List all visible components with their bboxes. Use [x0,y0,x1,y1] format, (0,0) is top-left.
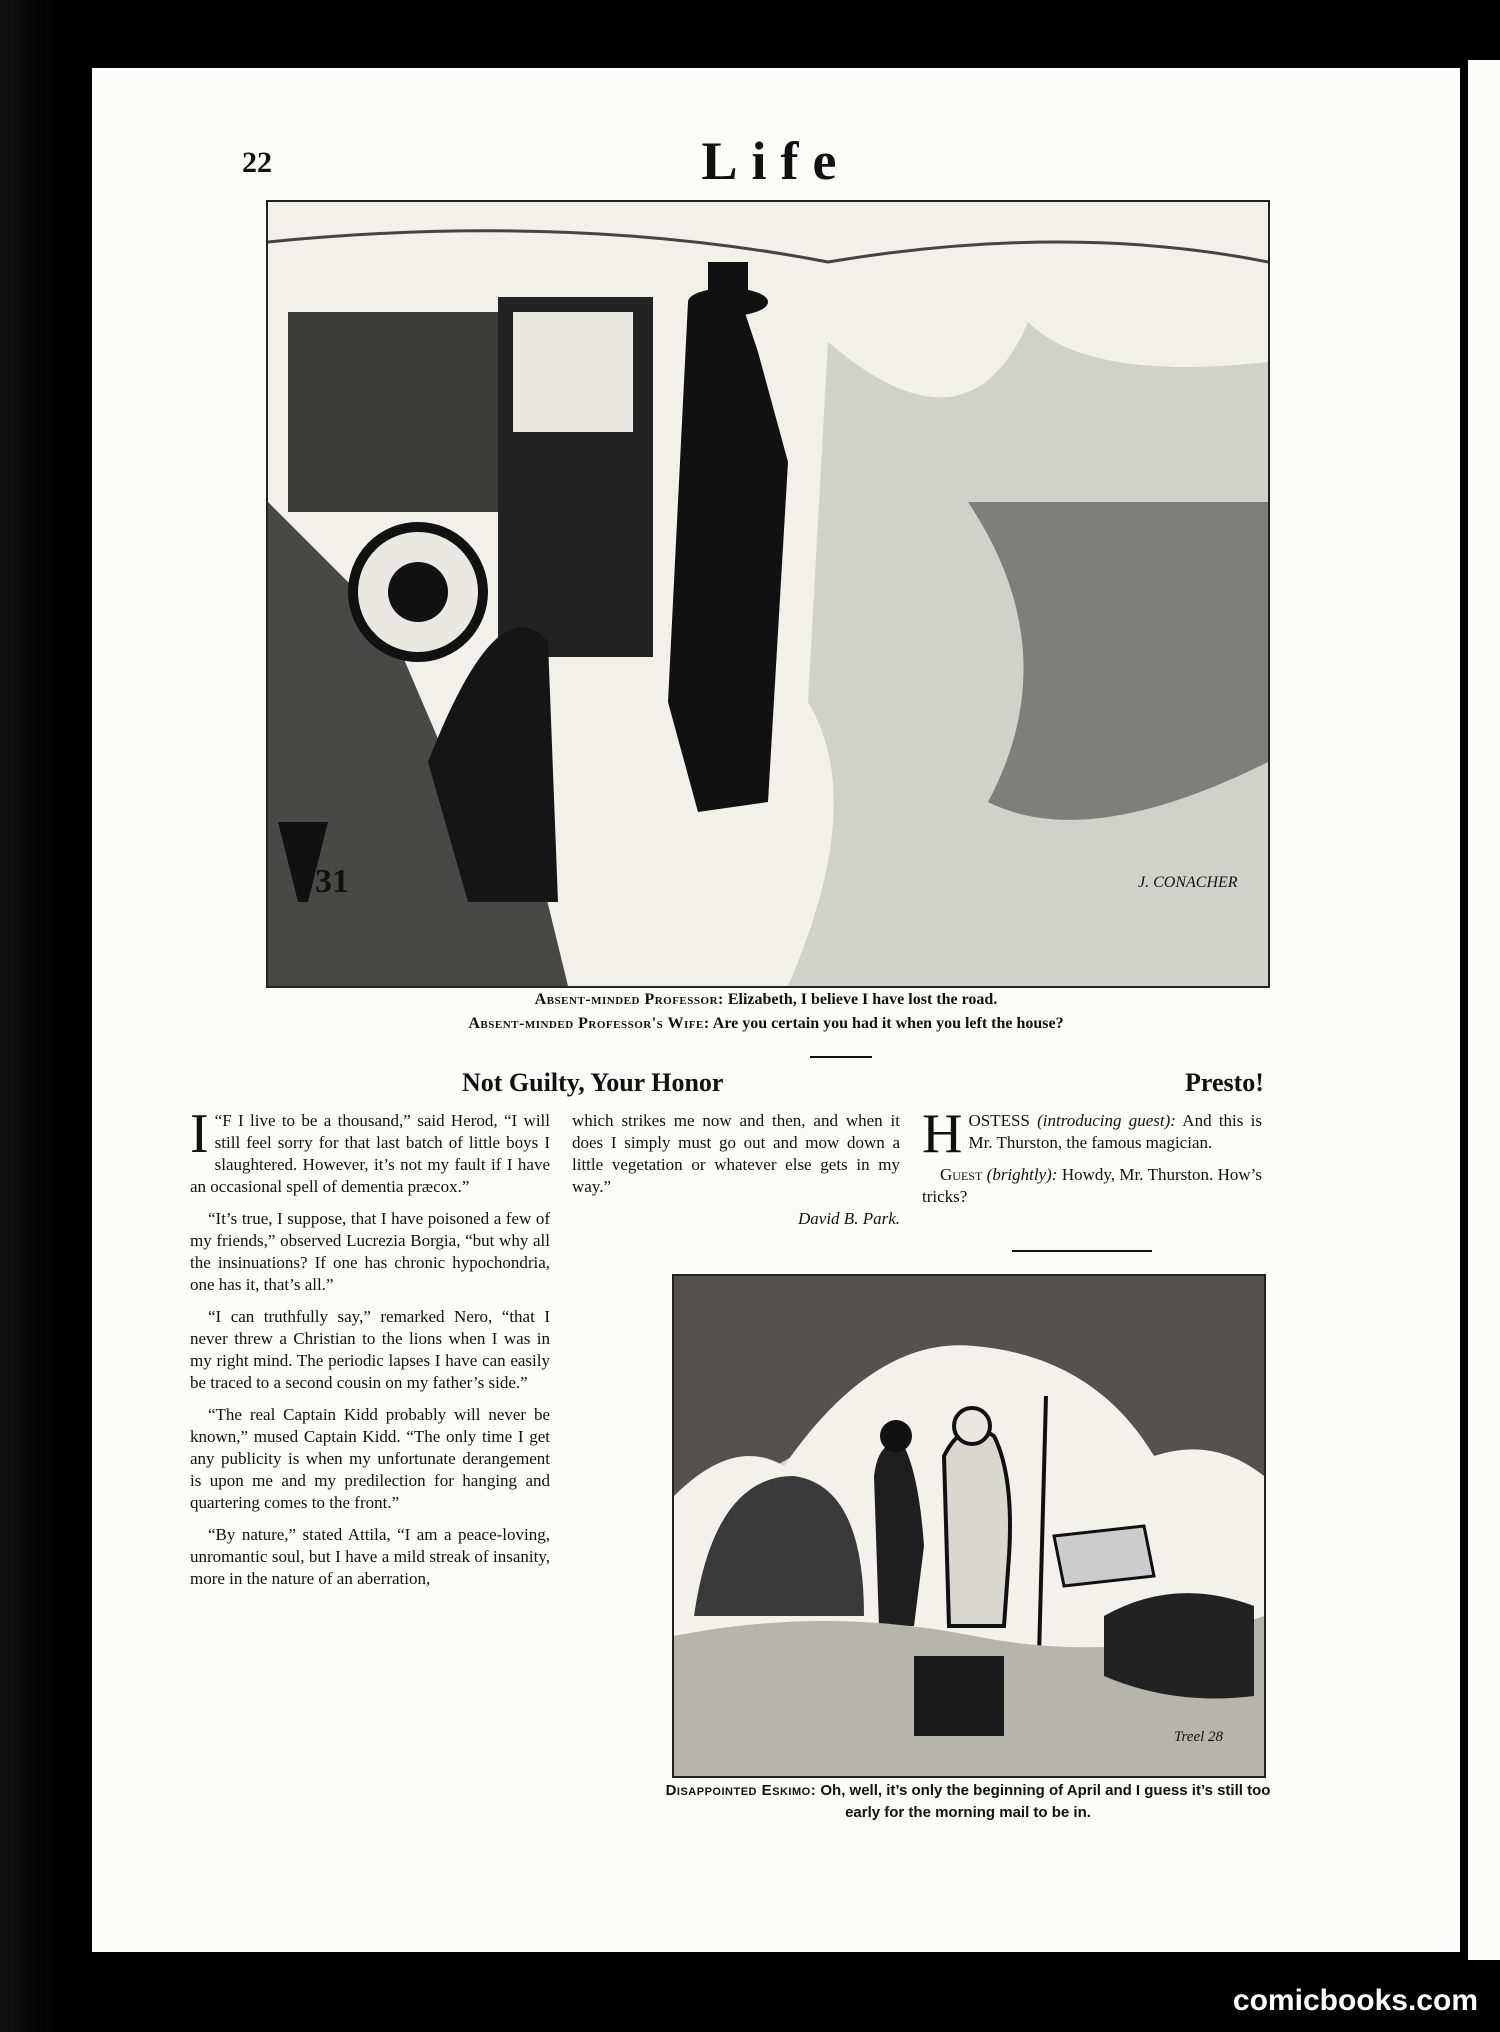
caption-text: Are you certain you had it when you left the house? [712,1015,1064,1032]
author-byline: David B. Park. [798,1209,900,1228]
site-watermark: comicbooks.com [1232,1984,1478,2017]
article-column [572,1110,900,1230]
plate-number: 731 [298,863,349,900]
next-page-edge [1468,60,1500,1960]
caption-speaker: Absent-minded Professor: [534,991,724,1008]
article-paragraph: “The real Captain Kidd probably will never be known,” mused Captain Kidd. “The only time I get any publicity is when my unfortunate derangement is upon me and my predilection for hanging and quartering comes to the front.” [190,1405,550,1512]
article-column [922,1103,1262,1218]
artist-signature: Treel 28 [1174,1729,1224,1745]
article-paragraph: Guest (brightly): Howdy, Mr. Thurston. How’s tricks? [922,1165,1262,1206]
scan-border [0,0,60,2032]
article-paragraph: “By nature,” stated Attila, “I am a peace-loving, unromantic soul, but I have a mild streak of insanity, more in the nature of an aberration, [190,1525,550,1588]
caption-speaker: Absent-minded Professor's Wife: [468,1015,710,1032]
article-paragraph: “I can truthfully say,” remarked Nero, “that I never threw a Christian to the lions when I was in my right mind. The periodic lapses I have can easily be traced to a second cousin on my father’s side.” [190,1307,550,1392]
article-headline: Presto! [1185,1068,1264,1097]
page-number: 22 [242,146,272,179]
magazine-page [92,68,1460,1952]
article-paragraph: “ I F I live to be a thousand,” said Herod, “I will still feel sorry for that last batch of little boys I slaughtered. However, it’s not my fault if I have an occasional spell of dementia præcox.” [190,1103,550,1196]
article-headline: Not Guilty, Your Honor [462,1068,724,1097]
caption-text: Oh, well, it’s only the beginning of April and I guess it’s still too early for the morning mail to be in. [820,1782,1271,1821]
caption-speaker: Disappointed Eskimo: [665,1782,817,1799]
caption-text: Elizabeth, I believe I have lost the road. [727,991,998,1008]
article-column [190,1103,550,1600]
masthead: Life [701,131,851,191]
top-cartoon-caption [266,988,1266,1036]
article-paragraph: “It’s true, I suppose, that I have poisoned a few of my friends,” observed Lucrezia Borgia, “but why all the insinuations? If one has chronic hypochondria, one has it, that’s all.” [190,1209,550,1294]
drop-cap: H [922,1103,963,1165]
article-paragraph: which strikes me now and then, and when it does I simply must go out and mow down a little vegetation or whatever else gets in my way.” [572,1111,900,1196]
bottom-cartoon-caption [660,1780,1276,1824]
section-divider [1012,1250,1152,1252]
artist-signature: J. CONACHER [1138,874,1238,891]
section-divider [810,1056,872,1058]
drop-cap: I [190,1103,209,1165]
article-paragraph: HOSTESS (introducing guest): And this is Mr. Thurston, the famous magician. [922,1103,1262,1165]
top-cartoon-illustration [266,200,1270,988]
bottom-cartoon-illustration [672,1274,1266,1778]
